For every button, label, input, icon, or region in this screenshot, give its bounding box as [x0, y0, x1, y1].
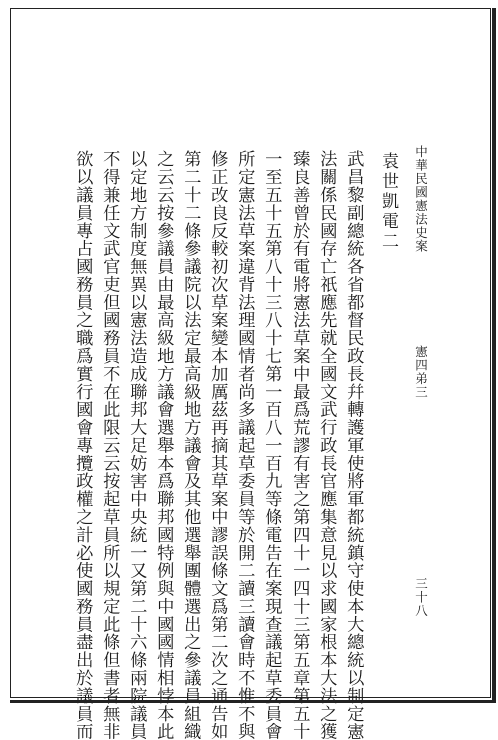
text-column-1: 武昌黎副總統各省都督民政長幷轉護軍使將軍都統鎮守使本大總統以制定憲: [343, 150, 364, 740]
running-header: [413, 145, 436, 618]
page-number: 三十八: [413, 577, 429, 618]
text-column-7: 第二十二條參議院以法定最高級地方議會及其他選舉團體選出之參議員組織: [180, 150, 201, 740]
book-title: 中華民國憲法史案: [413, 145, 429, 253]
text-column-6: 修正改良反較初次草案變本加厲茲再摘其草案中謬誤條文爲第二次之通告如: [207, 150, 228, 740]
text-column-3: 臻良善曾於有電將憲法草案中最爲荒謬有害之第四十一四十三第五章第五十: [289, 150, 310, 740]
text-column-4: 一至五十五第八十三八十七第一百八一百九等條電告在案現查議起草委員會: [261, 150, 282, 740]
text-column-8: 之云云按參議員由最高級地方議會選舉本爲聯邦國特例與中國國情相悖本此: [153, 150, 174, 740]
text-column-2: 法關係民國存亡祇應先就全國文武行政長官應集意見以求國家根本大法之獲: [316, 150, 337, 740]
text-column-10: 不得兼任文武官吏但國務員不在此限云云按起草員所以規定此條但書者無非: [99, 150, 120, 740]
text-column-11: 欲以議員專占國務員之職爲實行國會專攬政權之計必使國務員盡出於議員而: [72, 150, 93, 740]
text-column-9: 以定地方制度無異以憲法造成聯邦大足妨害中央統一又第二十六條兩院議員: [126, 150, 147, 740]
text-column-5: 所定憲法草案違背法理國情者尚多議起草委員等於開二讀三讀會時不惟不與: [234, 150, 255, 740]
document-title: 袁世凱電二: [378, 152, 398, 252]
section-label: 憲四弟三: [413, 345, 429, 399]
